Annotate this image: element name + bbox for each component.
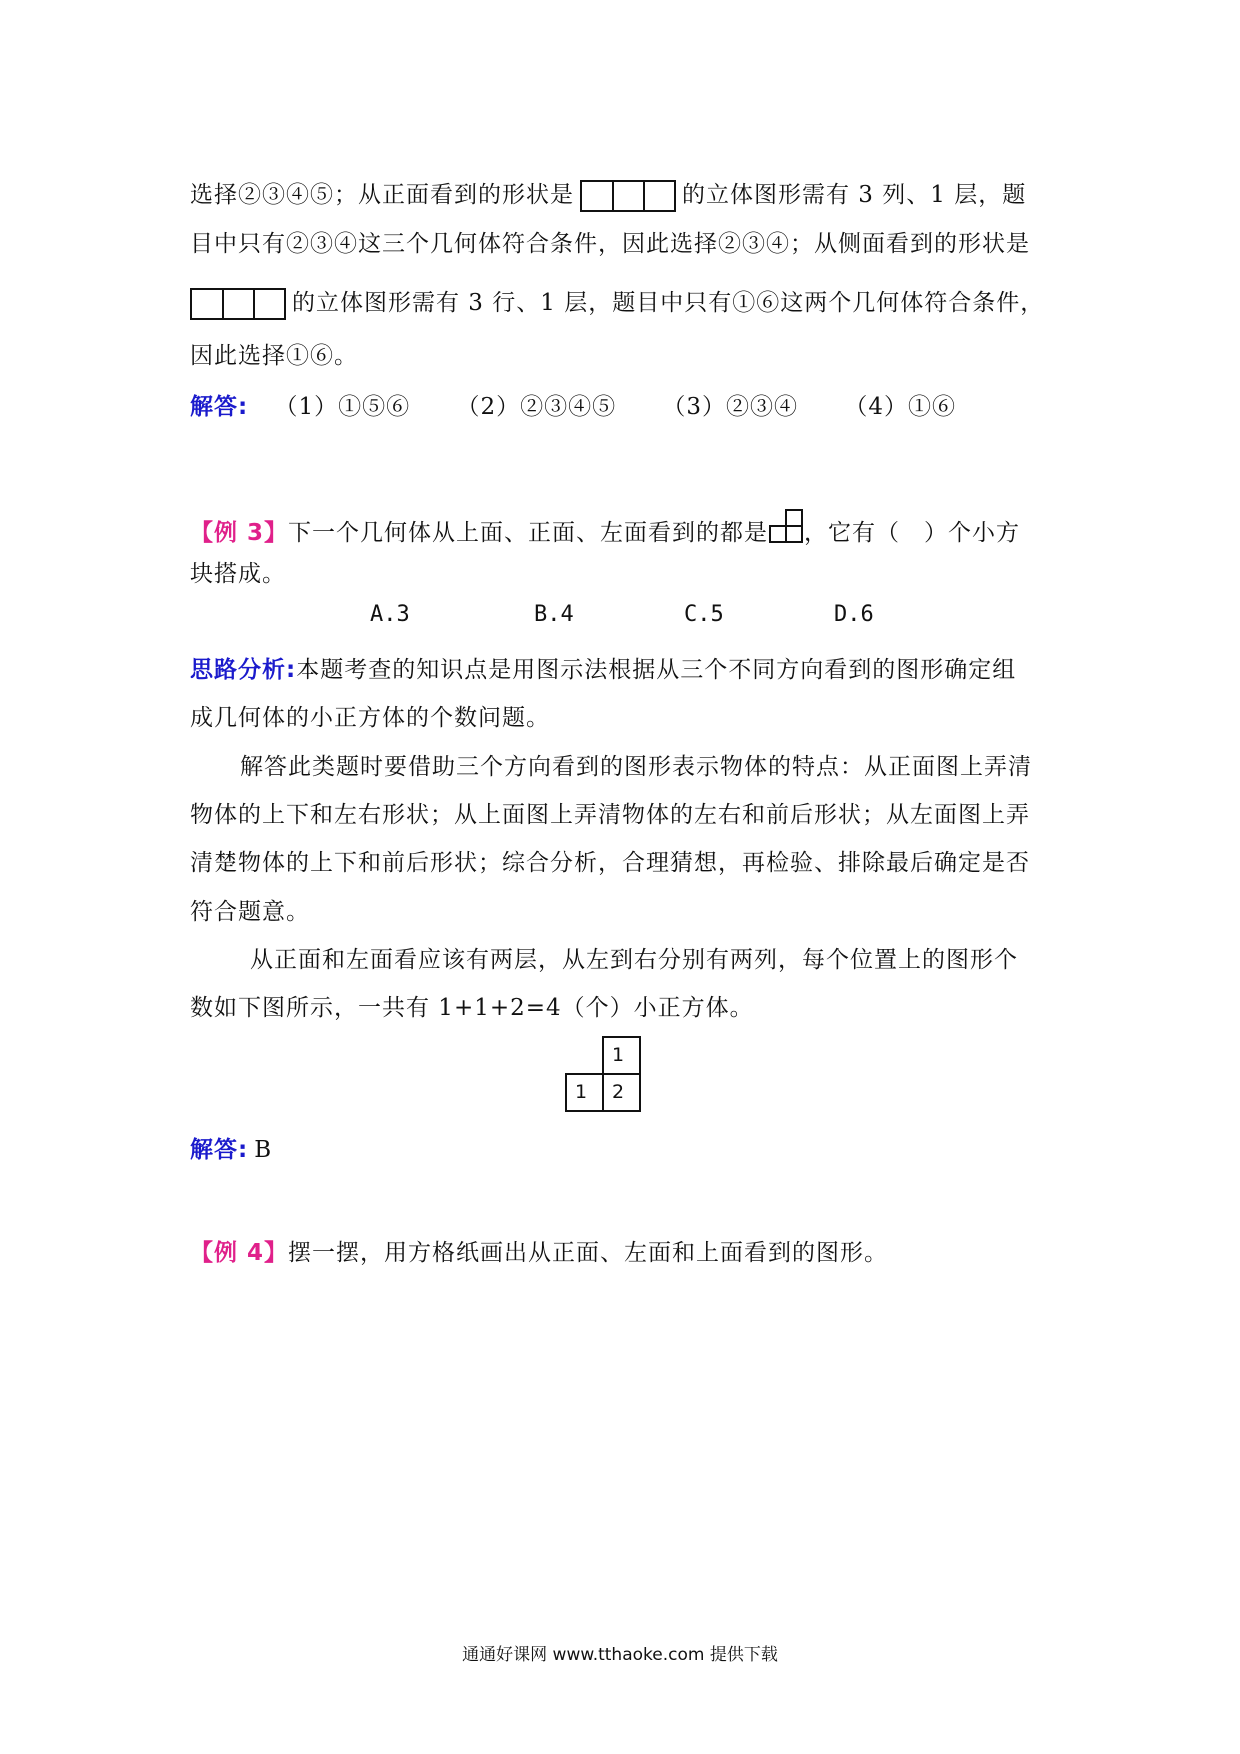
answer-item: （4）①⑥ (844, 394, 957, 420)
example3-paragraph1-line3: 清楚物体的上下和前后形状；综合分析，合理猜想，再检验、排除最后确定是否 (190, 850, 1030, 876)
answer-label: 解答: (190, 1137, 249, 1163)
example3-question-line1 (190, 508, 1020, 547)
example3-label: 【例 3】 (190, 520, 289, 546)
grid-cell-bottom-right (602, 1073, 641, 1112)
example4-label: 【例 4】 (190, 1240, 289, 1266)
example3-paragraph1-line1: 解答此类题时要借助三个方向看到的图形表示物体的特点：从正面图上弄清 (240, 754, 1032, 780)
option-d: D.6 (834, 602, 874, 627)
answer-value: B (254, 1137, 273, 1163)
analysis-text: 的立体图形需有 3 行、1 层，题目中只有①⑥这两个几何体符合条件， (292, 290, 1045, 316)
example3-paragraph2-line1: 从正面和左面看应该有两层，从左到右分别有两列，每个位置上的图形个 (250, 947, 1018, 973)
analysis-line-4: 因此选择①⑥。 (190, 343, 358, 369)
option-b: B.4 (534, 602, 574, 627)
option-a: A.3 (370, 602, 410, 627)
answer-line (190, 388, 956, 421)
example3-question-line2: 块搭成。 (190, 561, 286, 587)
answer-item: （2）②③④⑤ (456, 394, 617, 420)
example3-paragraph1-line2: 物体的上下和左右形状；从上面图上弄清物体的左右和前后形状；从左面图上弄 (190, 802, 1030, 828)
grid-cell-value: 1 (575, 1081, 588, 1103)
analysis-text: 的立体图形需有 3 列、1 层，题 (682, 182, 1027, 208)
analysis-text: 本题考查的知识点是用图示法根据从三个不同方向看到的图形确定组 (296, 657, 1017, 683)
example3-text: 下一个几何体从上面、正面、左面看到的都是 (288, 520, 769, 546)
answer-item: （3）②③④ (662, 394, 799, 420)
example4-text: 摆一摆，用方格纸画出从正面、左面和上面看到的图形。 (288, 1240, 889, 1266)
grid-cell-value: 2 (612, 1081, 625, 1103)
analysis-line-1 (190, 176, 1026, 212)
option-c: C.5 (684, 602, 724, 627)
analysis-text: 选择②③④⑤；从正面看到的形状是 (190, 182, 574, 208)
example3-analysis-line2: 成几何体的小正方体的个数问题。 (190, 705, 550, 731)
example3-text: ，它有（ ）个小方 (804, 520, 1021, 546)
answer-label: 解答: (190, 394, 249, 420)
grid-cell-value: 1 (612, 1044, 625, 1066)
l-shape-view-figure (768, 508, 804, 544)
example3-answer-line (190, 1131, 272, 1164)
cube-count-grid (565, 1036, 645, 1116)
example4-question-line (190, 1234, 888, 1267)
grid-cell-top-right (602, 1036, 641, 1075)
analysis-line-3 (190, 284, 1044, 320)
answer-item: （1）①⑤⑥ (274, 394, 411, 420)
example3-analysis-line1 (190, 651, 1016, 684)
analysis-label: 思路分析: (190, 657, 297, 683)
analysis-line-2: 目中只有②③④这三个几何体符合条件，因此选择②③④；从侧面看到的形状是 (190, 231, 1030, 257)
example3-paragraph2-line2: 数如下图所示，一共有 1+1+2=4（个）小正方体。 (190, 995, 754, 1021)
page-footer: 通通好课网 www.tthaoke.com 提供下载 (462, 1645, 778, 1665)
front-view-three-squares-figure (580, 180, 676, 212)
side-view-three-squares-figure (190, 288, 286, 320)
grid-cell-bottom-left (565, 1073, 604, 1112)
example3-paragraph1-line4: 符合题意。 (190, 899, 310, 925)
